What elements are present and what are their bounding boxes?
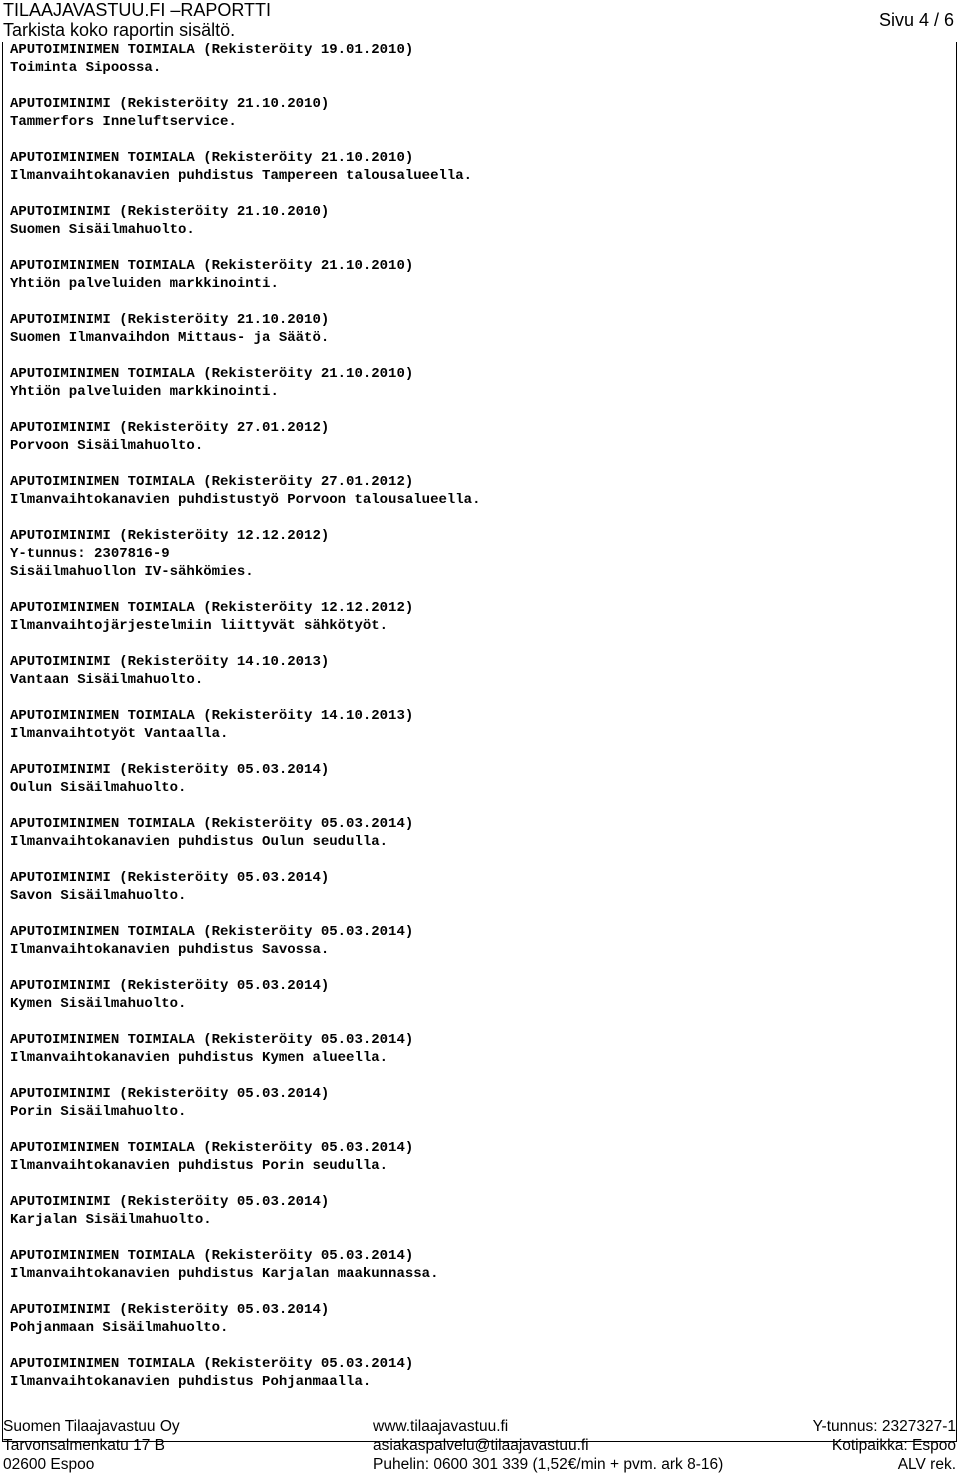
entry-text: Ilmanvaihtokanavien puhdistus Oulun seudulla. [10,834,389,850]
footer-website-link[interactable]: www.tilaajavastuu.fi [373,1418,509,1435]
entry-text: Kymen Sisäilmahuolto. [10,996,187,1012]
entry-text: Savon Sisäilmahuolto. [10,888,187,904]
entry-heading: APUTOIMINIMEN TOIMIALA (Rekisteröity 21.10.2010) [10,258,414,274]
register-entry [10,365,940,419]
entry-text: Ilmanvaihtojärjestelmiin liittyvät sähkötyöt. [10,618,389,634]
report-subtitle: Tarkista koko raportin sisältö. [3,20,236,40]
footer-contact [373,1417,723,1474]
entry-heading: APUTOIMINIMEN TOIMIALA (Rekisteröity 05.03.2014) [10,816,414,832]
entry-heading: APUTOIMINIMEN TOIMIALA (Rekisteröity 05.03.2014) [10,924,414,940]
entry-text: Sisäilmahuollon IV-sähkömies. [10,564,254,580]
register-entry [10,599,940,653]
entry-heading: APUTOIMINIMI (Rekisteröity 21.10.2010) [10,312,330,328]
register-entry [10,257,940,311]
entry-heading: APUTOIMINIMEN TOIMIALA (Rekisteröity 14.10.2013) [10,708,414,724]
entry-text: Oulun Sisäilmahuolto. [10,780,187,796]
entry-text: Vantaan Sisäilmahuolto. [10,672,204,688]
entry-heading: APUTOIMINIMI (Rekisteröity 21.10.2010) [10,96,330,112]
register-entry [10,653,940,707]
entry-heading: APUTOIMINIMEN TOIMIALA (Rekisteröity 19.01.2010) [10,42,414,58]
entry-heading: APUTOIMINIMI (Rekisteröity 05.03.2014) [10,1086,330,1102]
register-entry [10,1193,940,1247]
entry-heading: APUTOIMINIMEN TOIMIALA (Rekisteröity 05.03.2014) [10,1140,414,1156]
entry-heading: APUTOIMINIMEN TOIMIALA (Rekisteröity 05.03.2014) [10,1032,414,1048]
report-title: TILAAJAVASTUU.FI –RAPORTTI [3,0,272,20]
footer-business-id: Y-tunnus: 2327327-1 [812,1418,956,1435]
entry-heading: APUTOIMINIMEN TOIMIALA (Rekisteröity 05.03.2014) [10,1356,414,1372]
footer-phone: Puhelin: 0600 301 339 (1,52€/min + pvm. ark 8-16) [373,1456,724,1473]
register-entry [10,419,940,473]
entry-text: Karjalan Sisäilmahuolto. [10,1212,212,1228]
register-entry [10,1031,940,1085]
register-entry [10,977,940,1031]
entry-text: Tammerfors Inneluftservice. [10,114,237,130]
entry-text: Pohjanmaan Sisäilmahuolto. [10,1320,229,1336]
entry-text: Ilmanvaihtokanavien puhdistus Savossa. [10,942,330,958]
entry-text: Ilmanvaihtokanavien puhdistus Pohjanmaalla. [10,1374,372,1390]
entry-text: Yhtiön palveluiden markkinointi. [10,276,279,292]
footer-registration [813,1417,956,1474]
register-entry [10,527,940,599]
register-entry [10,1247,940,1301]
register-entry [10,1355,940,1409]
entry-text: Ilmanvaihtokanavien puhdistus Karjalan maakunnassa. [10,1266,439,1282]
footer-email-link[interactable]: asiakaspalvelu@tilaajavastuu.fi [373,1437,589,1454]
register-entry [10,95,940,149]
register-entry [10,1139,940,1193]
entry-heading: APUTOIMINIMI (Rekisteröity 14.10.2013) [10,654,330,670]
register-entry [10,311,940,365]
entry-heading: APUTOIMINIMI (Rekisteröity 05.03.2014) [10,978,330,994]
entry-heading: APUTOIMINIMI (Rekisteröity 27.01.2012) [10,420,330,436]
page-number: Sivu 4 / 6 [878,10,954,30]
entry-heading: APUTOIMINIMI (Rekisteröity 12.12.2012) [10,528,330,544]
footer-address: Tarvonsalmenkatu 17 B [3,1437,165,1454]
register-entry [10,1085,940,1139]
entry-text: Suomen Ilmanvaihdon Mittaus- ja Säätö. [10,330,330,346]
footer-company [3,1417,180,1474]
footer-company-name: Suomen Tilaajavastuu Oy [3,1418,180,1435]
footer-domicile: Kotipaikka: Espoo [831,1437,956,1454]
entry-heading: APUTOIMINIMI (Rekisteröity 05.03.2014) [10,1302,330,1318]
entry-text: Ilmanvaihtokanavien puhdistus Kymen alueella. [10,1050,389,1066]
register-entry [10,149,940,203]
entry-heading: APUTOIMINIMEN TOIMIALA (Rekisteröity 27.01.2012) [10,474,414,490]
entry-text: Ilmanvaihtokanavien puhdistus Porin seudulla. [10,1158,389,1174]
register-entry [10,869,940,923]
entry-heading: APUTOIMINIMEN TOIMIALA (Rekisteröity 05.03.2014) [10,1248,414,1264]
entry-heading: APUTOIMINIMEN TOIMIALA (Rekisteröity 21.10.2010) [10,150,414,166]
entry-text: Y-tunnus: 2307816-9 [10,546,170,562]
register-entry [10,707,940,761]
footer-vat: ALV rek. [897,1456,956,1473]
register-entry [10,761,940,815]
register-entry [10,203,940,257]
entry-heading: APUTOIMINIMI (Rekisteröity 05.03.2014) [10,870,330,886]
entry-text: Ilmanvaihtokanavien puhdistustyö Porvoon talousalueella. [10,492,481,508]
entry-heading: APUTOIMINIMI (Rekisteröity 05.03.2014) [10,1194,330,1210]
footer-postal: 02600 Espoo [3,1456,95,1473]
register-entry [10,473,940,527]
entry-text: Yhtiön palveluiden markkinointi. [10,384,279,400]
register-entry [10,815,940,869]
entry-heading: APUTOIMINIMEN TOIMIALA (Rekisteröity 21.10.2010) [10,366,414,382]
entry-text: Ilmanvaihtotyöt Vantaalla. [10,726,229,742]
entry-heading: APUTOIMINIMEN TOIMIALA (Rekisteröity 12.12.2012) [10,600,414,616]
entry-heading: APUTOIMINIMI (Rekisteröity 05.03.2014) [10,762,330,778]
entry-list [10,41,940,1409]
entry-text: Porin Sisäilmahuolto. [10,1104,187,1120]
register-entry [10,41,940,95]
entry-text: Suomen Sisäilmahuolto. [10,222,195,238]
entry-text: Ilmanvaihtokanavien puhdistus Tampereen talousalueella. [10,168,473,184]
entry-text: Porvoon Sisäilmahuolto. [10,438,204,454]
entry-heading: APUTOIMINIMI (Rekisteröity 21.10.2010) [10,204,330,220]
register-entry [10,923,940,977]
register-entry [10,1301,940,1355]
entry-text: Toiminta Sipoossa. [10,60,162,76]
